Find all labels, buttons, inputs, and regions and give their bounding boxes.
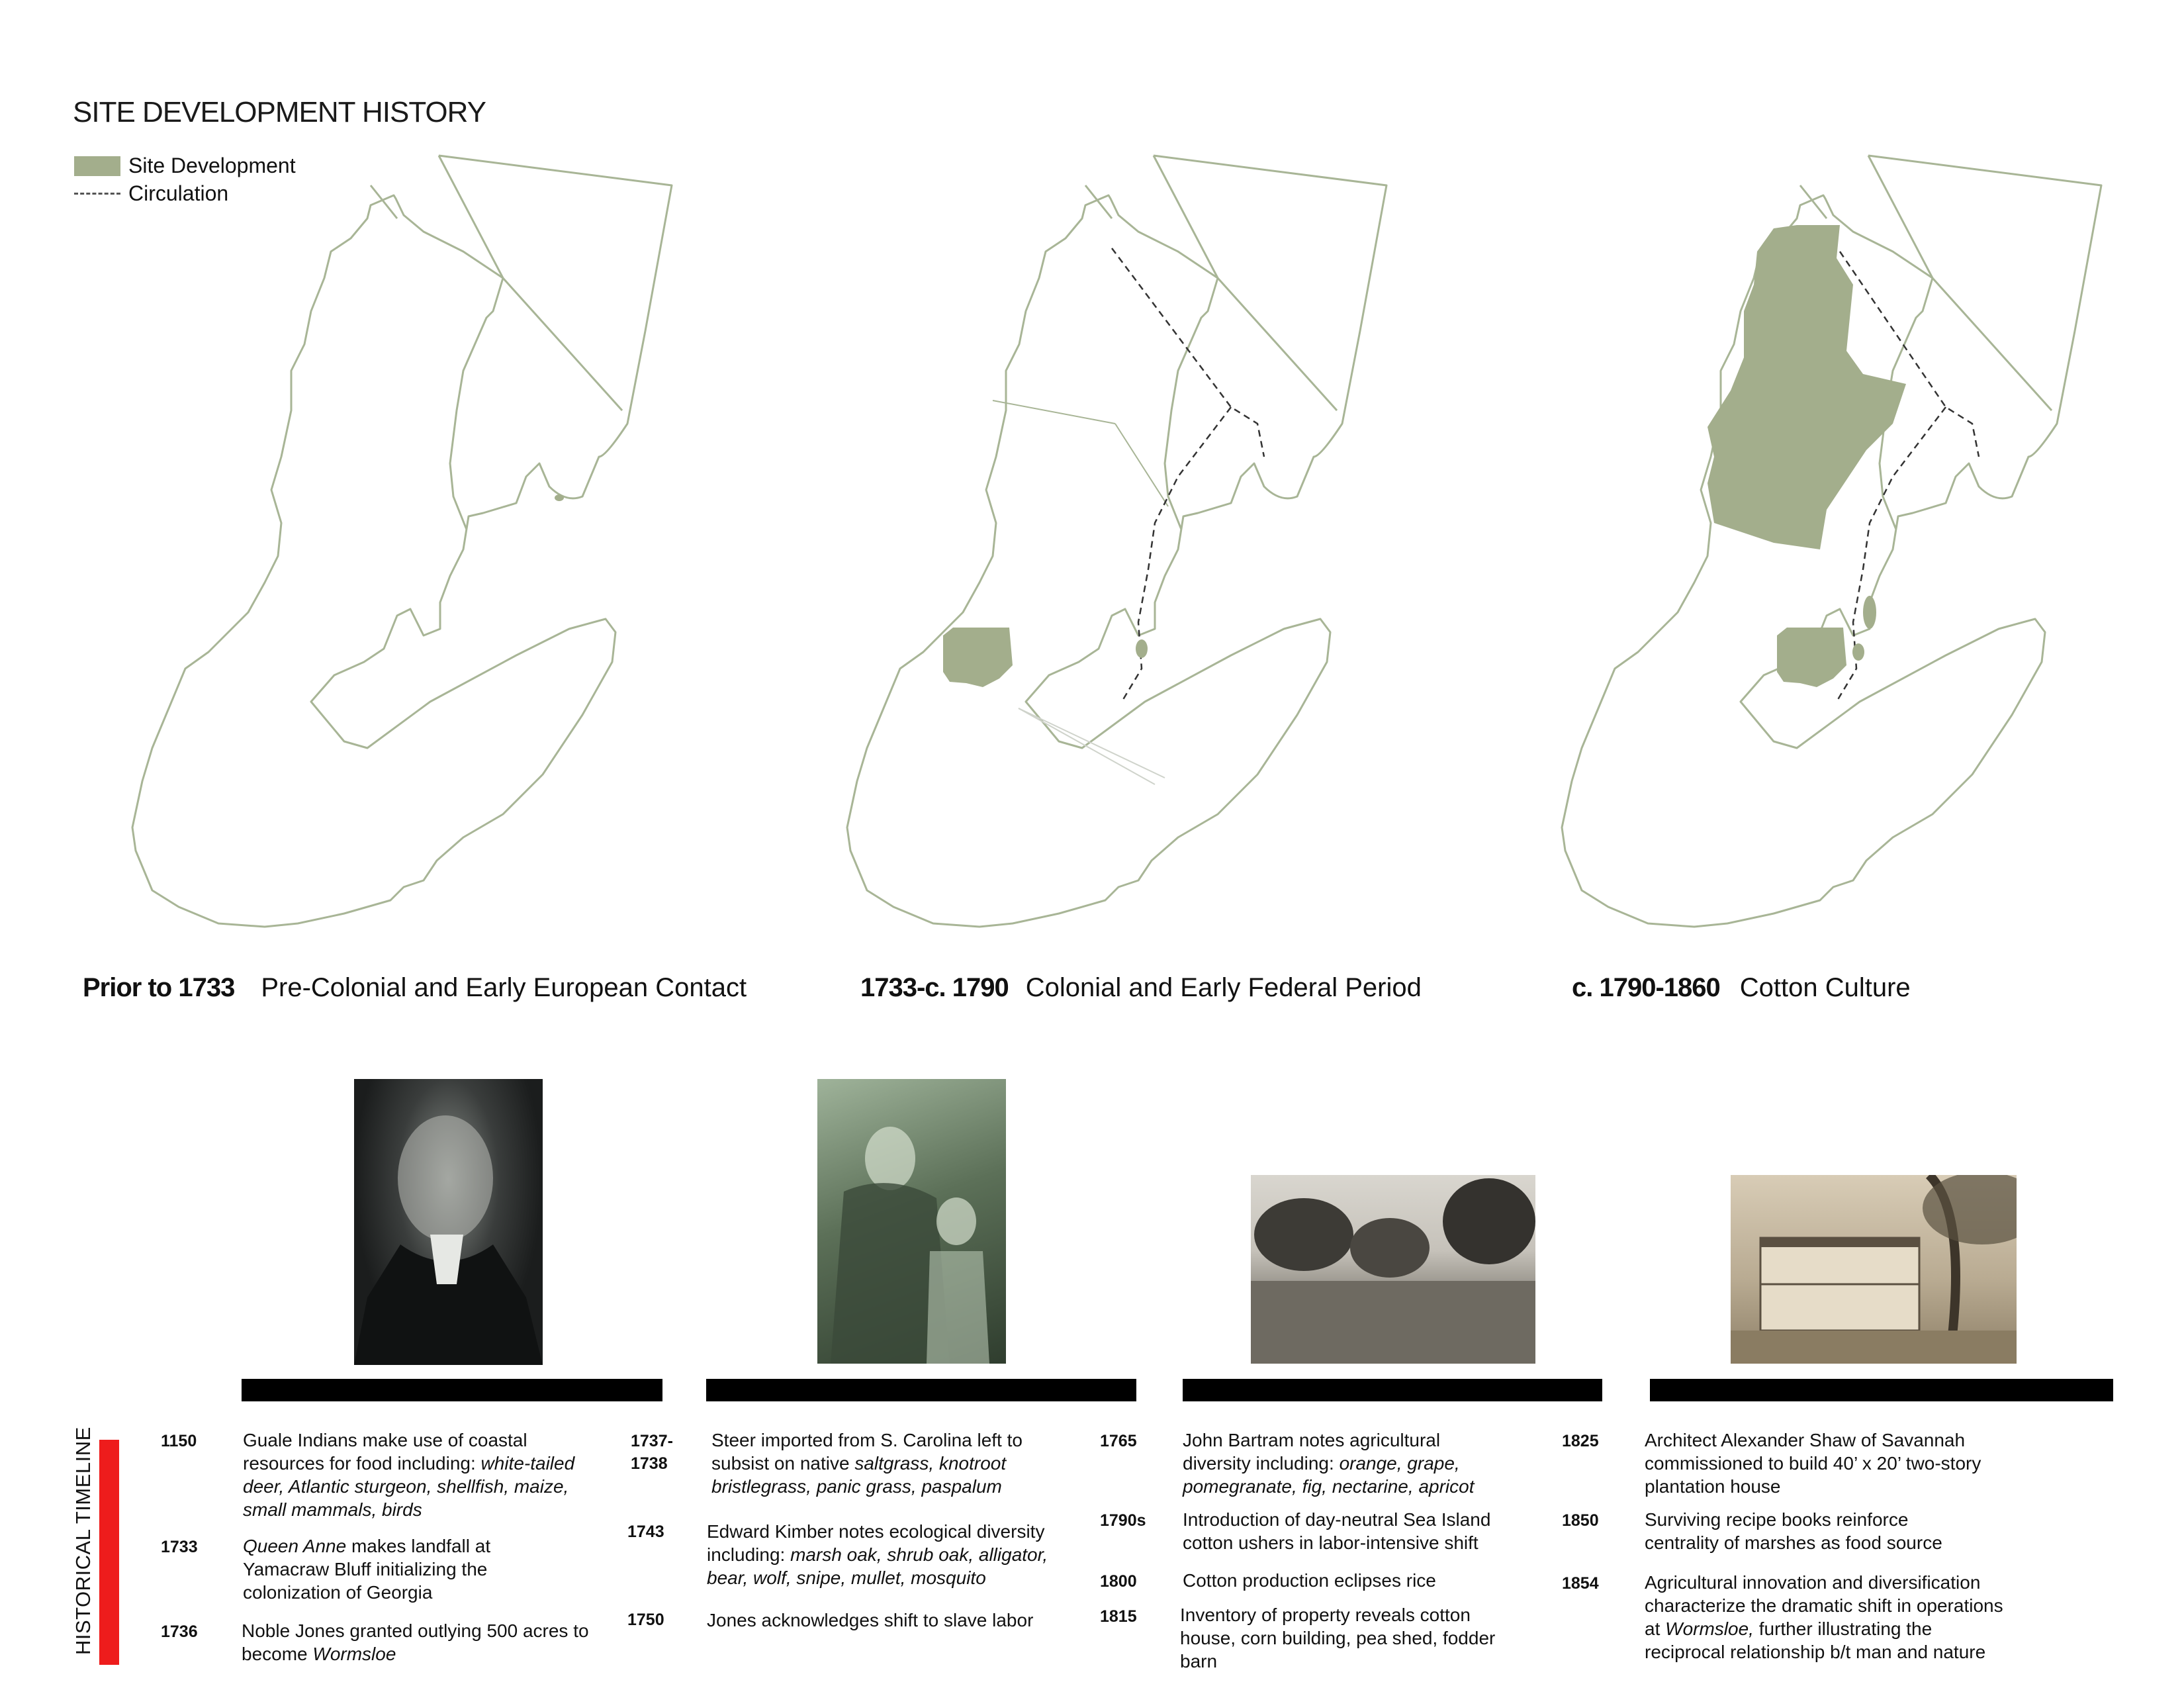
legend-circulation-label: Circulation — [128, 181, 229, 205]
period-name: Colonial and Early Federal Period — [1025, 973, 1422, 1002]
page-title: SITE DEVELOPMENT HISTORY — [73, 96, 486, 128]
period-name: Pre-Colonial and Early European Contact — [261, 973, 747, 1002]
period-name: Cotton Culture — [1739, 973, 1911, 1002]
timeline-year: 1854 — [1562, 1574, 1599, 1593]
period-years: Prior to 1733 — [83, 973, 235, 1002]
legend-site-development-label: Site Development — [128, 154, 296, 177]
map-cotton-culture — [1562, 156, 2101, 927]
timeline-event: Architect Alexander Shaw of Savannah commissioned to build 40’ x 20’ two-story plantation house — [1645, 1430, 1981, 1497]
timeline-event: Agricultural innovation and diversification characterize the dramatic shift in operations at Wormsloe, further illustrating the reciprocal relationship b/t man and nature — [1645, 1572, 2003, 1662]
map-pre-colonial — [132, 156, 672, 927]
timeline-event: Guale Indians make use of coastal resources for food including: white-tailed deer, Atlantic sturgeon, shellfish, maize, small mammals, birds — [243, 1430, 575, 1520]
timeline-year: 1737- 1738 — [631, 1432, 673, 1473]
timeline-event: Noble Jones granted outlying 500 acres to become Wormsloe — [242, 1620, 589, 1664]
timeline-event: Queen Anne makes landfall at Yamacraw Bluff initializing the colonization of Georgia — [243, 1536, 491, 1603]
timeline-year: 1736 — [161, 1622, 198, 1641]
timeline-year: 1850 — [1562, 1511, 1599, 1530]
timeline-year: 1790s — [1100, 1511, 1146, 1530]
timeline-accent-bar — [99, 1440, 119, 1665]
timeline-bar — [1183, 1379, 1602, 1401]
timeline-event: Jones acknowledges shift to slave labor — [707, 1610, 1034, 1630]
period-caption-3 — [1572, 973, 1911, 1003]
timeline-event: Introduction of day-neutral Sea Island cotton ushers in labor-intensive shift — [1183, 1509, 1491, 1553]
site-development-area — [555, 494, 564, 501]
plantation-house-photo — [1731, 1175, 2017, 1364]
landscape-photo — [1251, 1175, 1535, 1364]
timeline-year: 1765 — [1100, 1432, 1137, 1450]
timeline-year: 1815 — [1100, 1607, 1137, 1626]
timeline-year: 1750 — [627, 1611, 664, 1629]
period-caption-2 — [860, 973, 1422, 1003]
historical-timeline-label: HISTORICAL TIMELINE — [71, 1427, 95, 1655]
timeline-year: 1733 — [161, 1538, 198, 1556]
period-years: c. 1790-1860 — [1572, 973, 1720, 1002]
timeline-bar — [242, 1379, 662, 1401]
timeline-event: Edward Kimber notes ecological diversity including: marsh oak, shrub oak, alligator, bear, wolf, snipe, mullet, mosquito — [707, 1521, 1048, 1588]
timeline-event: Inventory of property reveals cotton house, corn building, pea shed, fodder barn — [1180, 1605, 1496, 1671]
map-colonial — [847, 156, 1387, 927]
timeline-event: John Bartram notes agricultural diversity including: orange, grape, pomegranate, fig, nectarine, apricot — [1183, 1430, 1475, 1497]
period-caption-1 — [83, 973, 747, 1003]
circulation-path — [1112, 248, 1264, 457]
timeline-event: Cotton production eclipses rice — [1183, 1570, 1436, 1591]
timeline-bar — [1650, 1379, 2113, 1401]
site-development-area — [943, 628, 1013, 687]
timeline-year: 1825 — [1562, 1432, 1599, 1450]
timeline-event: Surviving recipe books reinforce centrality of marshes as food source — [1645, 1509, 1942, 1553]
timeline-year: 1743 — [627, 1523, 664, 1541]
period-years: 1733-c. 1790 — [860, 973, 1009, 1002]
timeline-year: 1800 — [1100, 1572, 1137, 1591]
engraving-photo — [817, 1079, 1006, 1364]
timeline-event: Steer imported from S. Carolina left to subsist on native saltgrass, knotroot bristlegrass, panic grass, paspalum — [711, 1430, 1023, 1497]
portrait-photo — [354, 1079, 543, 1365]
timeline-bar — [706, 1379, 1136, 1401]
site-development-area — [1707, 225, 1906, 549]
timeline-year: 1150 — [161, 1432, 197, 1450]
